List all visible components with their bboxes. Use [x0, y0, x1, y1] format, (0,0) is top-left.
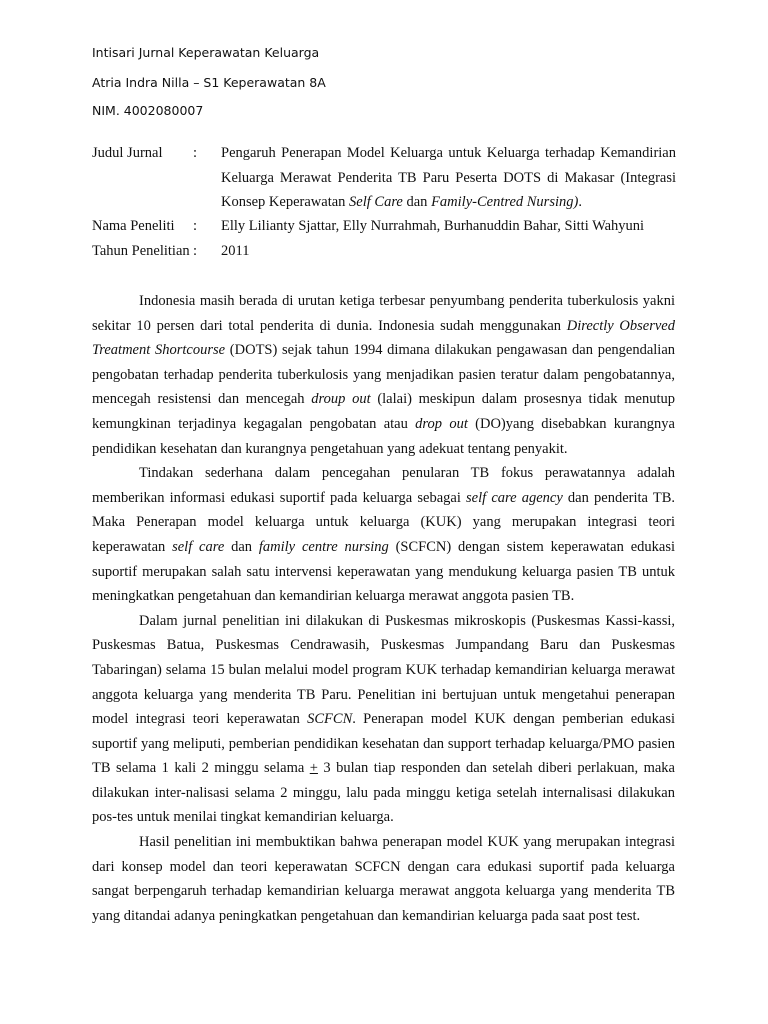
- colon: :: [193, 218, 198, 234]
- colon: :: [193, 243, 198, 259]
- peneliti-value: Elly Lilianty Sjattar, Elly Nurrahmah, Burhanuddin Bahar, Sitti Wahyuni: [221, 218, 645, 234]
- peneliti-label: Nama Peneliti: [92, 218, 175, 234]
- meta-peneliti: [92, 214, 682, 239]
- author-line: Atria Indra Nilla – S1 Keperawatan 8A: [92, 75, 326, 90]
- judul-label: Judul Jurnal: [92, 145, 163, 161]
- document-title: Intisari Jurnal Keperawatan Keluarga: [92, 45, 320, 60]
- paragraph-2: Tindakan sederhana dalam pencegahan penularan TB fokus perawatannya adalah memberikan informasi edukasi suportif pada keluarga sebagai self care agency dan penderita TB. Maka Penerapan model keluarga untuk keluarga (KUK) yang merupakan integrasi teori keperawatan self care dan family centre nursing (SCFCN) dengan sistem keperawatan edukasi suportif merupakan salah satu intervensi keperawatan yang mendukung keluarga pasien TB untuk meningkatkan pengetahuan dan kemandirian keluarga merawat anggota pasien TB.: [92, 465, 675, 605]
- document-body: [92, 289, 675, 928]
- paragraph-1: Indonesia masih berada di urutan ketiga terbesar penyumbang penderita tuberkulosis yakni sekitar 10 persen dari total penderita di dunia. Indonesia sudah menggunakan Directly Observed Treatment Shortcourse (DOTS) sejak tahun 1994 dimana dilakukan pengawasan dan pengendalian pengobatan terhadap penderita tuberkulosis yang menjadikan pasien teratur dalam pengobatannya, mencegah resistensi dan mencegah droup out (lalai) meskipun dalam prosesnya tidak menutup kemungkinan terjadinya kegagalan pengobatan atau drop out (DO)yang disebabkan kurangnya pendidikan kesehatan dan kurangnya pengetahuan yang adekuat tentang penyakit.: [92, 293, 675, 457]
- student-id: NIM. 4002080007: [92, 103, 204, 118]
- meta-tahun: [92, 239, 682, 264]
- tahun-label: Tahun Penelitian: [92, 243, 190, 259]
- meta-judul: [92, 141, 682, 215]
- colon: :: [193, 145, 198, 161]
- judul-value: Pengaruh Penerapan Model Keluarga untuk Keluarga terhadap Kemandirian Keluarga Merawat Penderita TB Paru Peserta DOTS di Makasar (Integrasi Konsep Keperawatan Self Care dan Family-Centred Nursing).: [221, 145, 676, 210]
- tahun-value: 2011: [221, 243, 250, 259]
- paragraph-4: Hasil penelitian ini membuktikan bahwa penerapan model KUK yang merupakan integrasi dari konsep model dan teori keperawatan SCFCN dengan cara edukasi suportif pada keluarga sangat berpengaruh terhadap kemandirian keluarga merawat anggota keluarga yang menderita TB yang ditandai adanya peningkatkan pengetahuan dan kemandirian keluarga pada saat post test.: [92, 834, 675, 924]
- paragraph-3: Dalam jurnal penelitian ini dilakukan di Puskesmas mikroskopis (Puskesmas Kassi-kassi, Puskesmas Batua, Puskesmas Cendrawasih, Puskesmas Jumpandang Baru dan Puskesmas Tabaringan) selama 15 bulan melalui model program KUK terhadap kemandirian keluarga merawat anggota keluarga yang menderita TB Paru. Penelitian ini bertujuan untuk mengetahui penerapan model integrasi teori keperawatan SCFCN. Penerapan model KUK dengan pemberian edukasi suportif yang meliputi, pemberian pendidikan kesehatan dan support terhadap keluarga/PMO pasien TB selama 1 kali 2 minggu selama + 3 bulan tiap responden dan setelah diberi perlakuan, maka dilakukan inter-nalisasi selama 2 minggu, lalu pada minggu ketiga setelah internalisasi dilakukan pos-tes untuk menilai tingkat kemandirian keluarga.: [92, 612, 675, 826]
